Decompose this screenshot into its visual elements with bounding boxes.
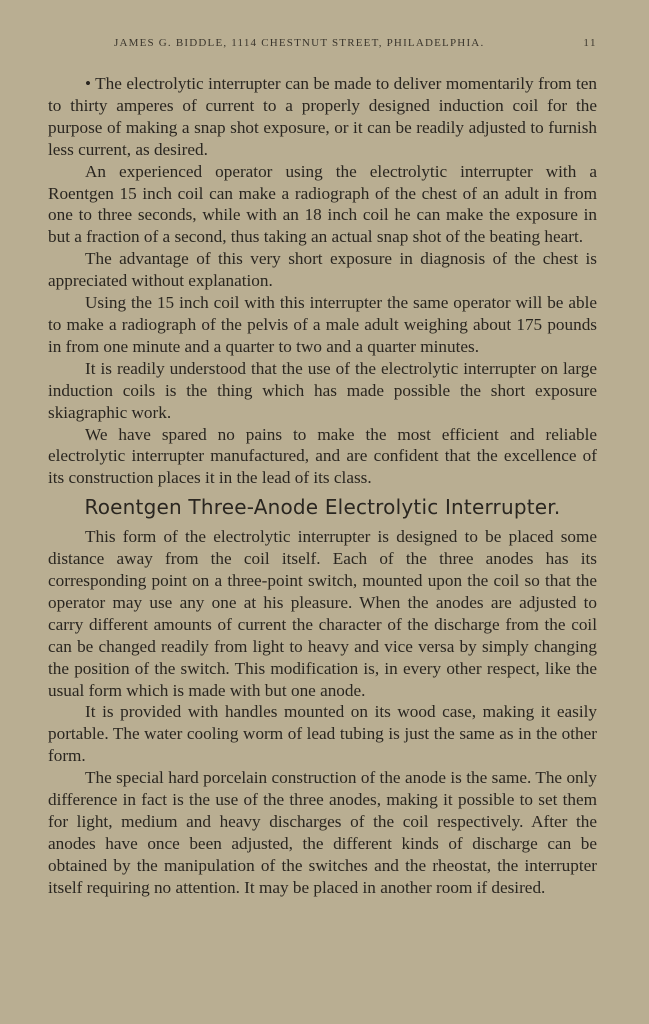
section-heading: Roentgen Three-Anode Electrolytic Interrupter. bbox=[84, 495, 561, 520]
paragraph: The special hard porcelain construction of the anode is the same. The only difference in fact is the use of the three anodes, making it possible to set them for light, medium and heavy discharges of the coil respectively. After the anodes have once been adjusted, the different kinds of discharge can be obtained by the manipulation of the switches and the rheostat, the interrupter itself requiring no attention. It may be placed in another room if desired. bbox=[48, 768, 597, 897]
body-text bbox=[48, 73, 597, 899]
paragraph: Using the 15 inch coil with this interrupter the same operator will be able to make a radiograph of the pelvis of a male adult weighing about 175 pounds in from one minute and a quarter to two and a quarter minutes. bbox=[48, 293, 597, 356]
page-number: 11 bbox=[583, 37, 597, 49]
running-title: JAMES G. BIDDLE, 1114 CHESTNUT STREET, PHILADELPHIA. bbox=[114, 37, 485, 49]
paragraph: We have spared no pains to make the most efficient and reliable electrolytic interrupter manufactured, and are confident that the excellence of its construction places it in the lead of its class. bbox=[48, 424, 597, 488]
paragraph: An experienced operator using the electrolytic interrupter with a Roentgen 15 inch coil can make a radiograph of the chest of an adult in from one to three seconds, while with an 18 inch coil he can make the exposure in but a fraction of a second, thus taking an actual snap shot of the beating heart. bbox=[48, 161, 597, 247]
paragraph: The advantage of this very short exposure in diagnosis of the chest is appreciated without explanation. bbox=[48, 249, 597, 291]
paragraph: It is readily understood that the use of the electrolytic interrupter on large induction coils is the thing which has made possible the short exposure skiagraphic work. bbox=[48, 358, 597, 422]
paragraph: • The electrolytic interrupter can be made to deliver momentarily from ten to thirty amperes of current to a properly designed induction coil for the purpose of making a snap shot exposure, or it can be readily adjusted to furnish less current, as desired. bbox=[48, 74, 597, 159]
paragraph: This form of the electrolytic interrupter is designed to be placed some distance away from the coil itself. Each of the three anodes has its corresponding point on a three-point switch, mounted upon the coil so that the operator may use any one at his pleasure. When the anodes are adjusted to carry different amounts of current the character of the discharge from the coil can be changed readily from light to heavy and vice versa by simply changing the position of the switch. This modification is, in every other respect, like the usual form which is made with but one anode. bbox=[48, 527, 597, 700]
paragraph: It is provided with handles mounted on its wood case, making it easily portable. The water cooling worm of lead tubing is just the same as in the other form. bbox=[48, 702, 597, 766]
running-head bbox=[48, 37, 597, 59]
